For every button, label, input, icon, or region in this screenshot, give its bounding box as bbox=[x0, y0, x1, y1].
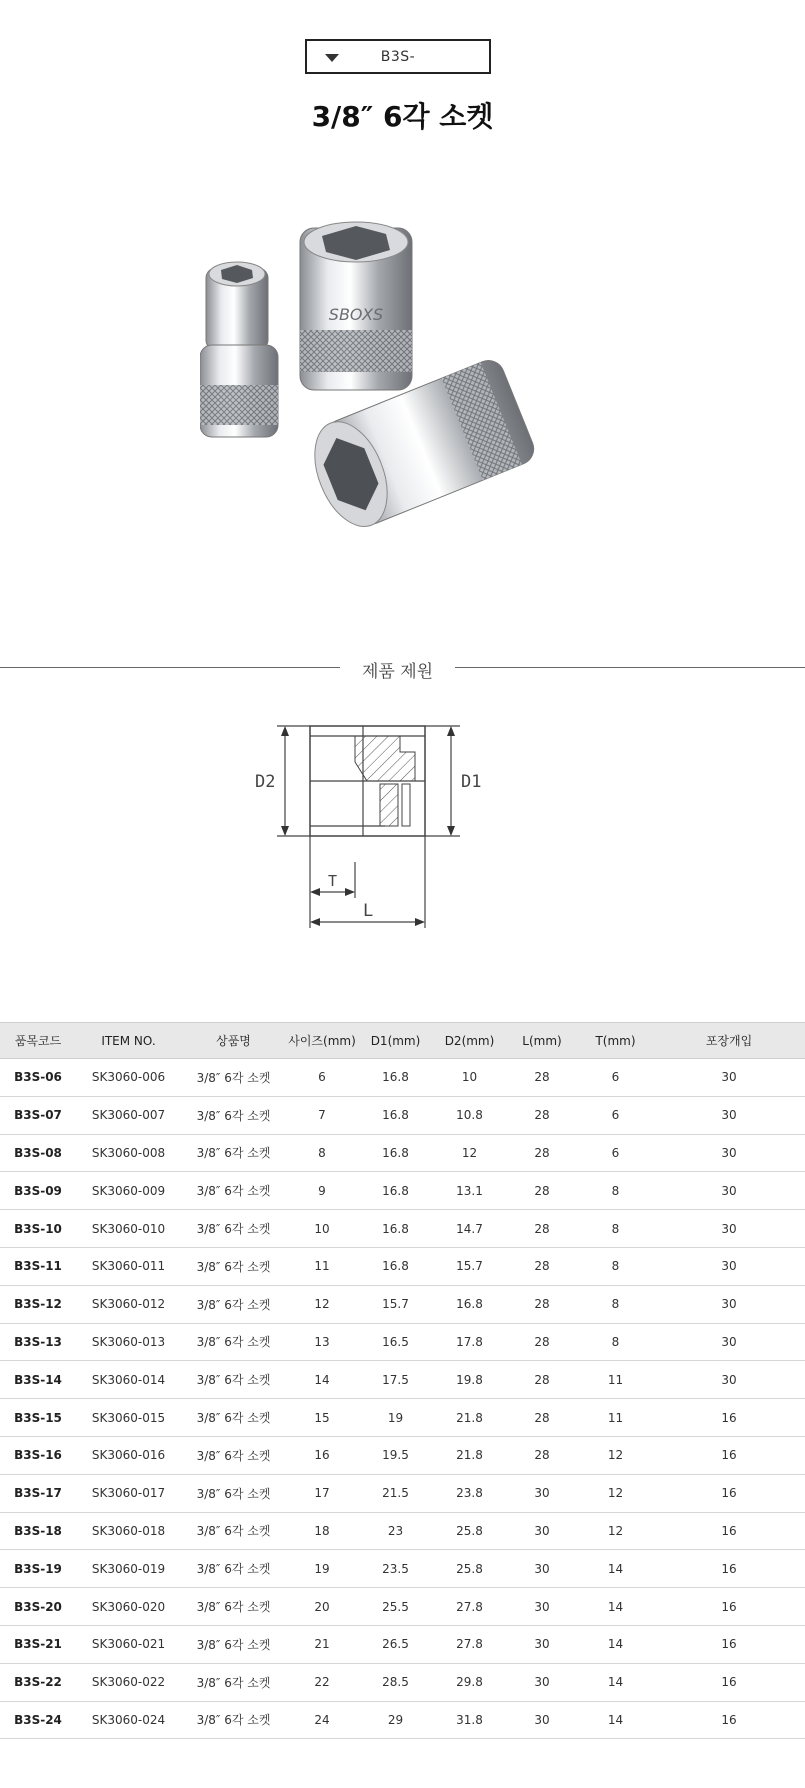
table-cell: 28 bbox=[506, 1436, 578, 1474]
table-cell: 27.8 bbox=[433, 1588, 506, 1626]
table-cell: 23 bbox=[358, 1512, 433, 1550]
table-cell: 6 bbox=[578, 1134, 653, 1172]
table-cell: 19.8 bbox=[433, 1361, 506, 1399]
table-cell: 22 bbox=[286, 1663, 358, 1701]
item-code-cell: B3S-22 bbox=[0, 1663, 76, 1701]
table-cell: 16.8 bbox=[433, 1285, 506, 1323]
table-cell: 3/8″ 6각 소켓 bbox=[181, 1323, 286, 1361]
table-cell: SK3060-016 bbox=[76, 1436, 181, 1474]
column-header: 사이즈(mm) bbox=[286, 1023, 358, 1059]
table-cell: SK3060-020 bbox=[76, 1588, 181, 1626]
table-cell: 28.5 bbox=[358, 1663, 433, 1701]
table-cell: 30 bbox=[653, 1323, 805, 1361]
table-cell: 23.5 bbox=[358, 1550, 433, 1588]
table-cell: 17.5 bbox=[358, 1361, 433, 1399]
table-row bbox=[0, 1361, 805, 1399]
table-cell: 28 bbox=[506, 1285, 578, 1323]
table-cell: 11 bbox=[286, 1247, 358, 1285]
table-cell: 12 bbox=[578, 1436, 653, 1474]
divider-left bbox=[0, 667, 340, 668]
table-cell: 16 bbox=[286, 1436, 358, 1474]
table-cell: 30 bbox=[653, 1210, 805, 1248]
item-code-cell: B3S-11 bbox=[0, 1247, 76, 1285]
table-cell: 21.8 bbox=[433, 1399, 506, 1437]
item-code-cell: B3S-07 bbox=[0, 1096, 76, 1134]
table-cell: 14 bbox=[578, 1701, 653, 1739]
table-cell: SK3060-007 bbox=[76, 1096, 181, 1134]
column-header: D2(mm) bbox=[433, 1023, 506, 1059]
table-cell: 8 bbox=[578, 1172, 653, 1210]
column-header: L(mm) bbox=[506, 1023, 578, 1059]
product-photo bbox=[200, 220, 600, 580]
table-cell: 23.8 bbox=[433, 1474, 506, 1512]
table-cell: 16 bbox=[653, 1663, 805, 1701]
table-cell: 24 bbox=[286, 1701, 358, 1739]
table-cell: 16 bbox=[653, 1588, 805, 1626]
table-cell: SK3060-017 bbox=[76, 1474, 181, 1512]
table-cell: 8 bbox=[286, 1134, 358, 1172]
table-cell: 15.7 bbox=[358, 1285, 433, 1323]
item-code-cell: B3S-17 bbox=[0, 1474, 76, 1512]
table-cell: 30 bbox=[653, 1285, 805, 1323]
table-cell: 28 bbox=[506, 1059, 578, 1097]
table-cell: 30 bbox=[506, 1588, 578, 1626]
table-cell: 12 bbox=[578, 1512, 653, 1550]
label-d1: D1 bbox=[461, 772, 482, 792]
table-cell: 3/8″ 6각 소켓 bbox=[181, 1285, 286, 1323]
table-cell: 16 bbox=[653, 1474, 805, 1512]
table-cell: 16 bbox=[653, 1399, 805, 1437]
table-cell: SK3060-011 bbox=[76, 1247, 181, 1285]
table-cell: SK3060-009 bbox=[76, 1172, 181, 1210]
table-cell: 6 bbox=[578, 1096, 653, 1134]
table-row bbox=[0, 1436, 805, 1474]
table-row bbox=[0, 1059, 805, 1097]
table-cell: 3/8″ 6각 소켓 bbox=[181, 1361, 286, 1399]
item-code-cell: B3S-06 bbox=[0, 1059, 76, 1097]
table-cell: 25.8 bbox=[433, 1512, 506, 1550]
item-code-cell: B3S-09 bbox=[0, 1172, 76, 1210]
table-cell: 30 bbox=[653, 1134, 805, 1172]
table-cell: 30 bbox=[653, 1096, 805, 1134]
table-cell: 21.5 bbox=[358, 1474, 433, 1512]
table-cell: 27.8 bbox=[433, 1625, 506, 1663]
table-row bbox=[0, 1210, 805, 1248]
item-code-cell: B3S-16 bbox=[0, 1436, 76, 1474]
table-cell: SK3060-012 bbox=[76, 1285, 181, 1323]
section-title: 제품 제원 bbox=[361, 662, 434, 682]
table-cell: 3/8″ 6각 소켓 bbox=[181, 1436, 286, 1474]
table-cell: 28 bbox=[506, 1247, 578, 1285]
socket-small bbox=[200, 262, 278, 437]
table-row bbox=[0, 1172, 805, 1210]
table-cell: 17.8 bbox=[433, 1323, 506, 1361]
table-cell: 29.8 bbox=[433, 1663, 506, 1701]
table-cell: 16.8 bbox=[358, 1172, 433, 1210]
table-cell: 18 bbox=[286, 1512, 358, 1550]
product-code-select[interactable] bbox=[305, 39, 491, 74]
table-cell: SK3060-019 bbox=[76, 1550, 181, 1588]
label-t: T bbox=[328, 872, 338, 890]
table-cell: 8 bbox=[578, 1323, 653, 1361]
table-cell: 15.7 bbox=[433, 1247, 506, 1285]
table-cell: SK3060-010 bbox=[76, 1210, 181, 1248]
table-cell: SK3060-014 bbox=[76, 1361, 181, 1399]
table-cell: 14 bbox=[578, 1663, 653, 1701]
item-code-cell: B3S-12 bbox=[0, 1285, 76, 1323]
table-cell: 30 bbox=[506, 1663, 578, 1701]
table-cell: 16 bbox=[653, 1701, 805, 1739]
table-cell: 14 bbox=[286, 1361, 358, 1399]
table-cell: 19 bbox=[286, 1550, 358, 1588]
item-code-cell: B3S-13 bbox=[0, 1323, 76, 1361]
table-cell: 3/8″ 6각 소켓 bbox=[181, 1663, 286, 1701]
table-cell: 19.5 bbox=[358, 1436, 433, 1474]
item-code-cell: B3S-24 bbox=[0, 1701, 76, 1739]
table-row bbox=[0, 1096, 805, 1134]
table-cell: SK3060-006 bbox=[76, 1059, 181, 1097]
table-row bbox=[0, 1247, 805, 1285]
table-cell: 16.8 bbox=[358, 1059, 433, 1097]
table-cell: SK3060-018 bbox=[76, 1512, 181, 1550]
table-cell: 30 bbox=[653, 1172, 805, 1210]
table-cell: 28 bbox=[506, 1210, 578, 1248]
table-cell: 11 bbox=[578, 1361, 653, 1399]
table-cell: 28 bbox=[506, 1323, 578, 1361]
table-cell: 16.8 bbox=[358, 1134, 433, 1172]
table-cell: 12 bbox=[578, 1474, 653, 1512]
table-cell: 13 bbox=[286, 1323, 358, 1361]
table-cell: 3/8″ 6각 소켓 bbox=[181, 1550, 286, 1588]
table-cell: 12 bbox=[286, 1285, 358, 1323]
table-cell: 3/8″ 6각 소켓 bbox=[181, 1059, 286, 1097]
table-cell: 25.8 bbox=[433, 1550, 506, 1588]
table-cell: 20 bbox=[286, 1588, 358, 1626]
table-cell: 3/8″ 6각 소켓 bbox=[181, 1096, 286, 1134]
table-cell: 16.8 bbox=[358, 1210, 433, 1248]
table-row bbox=[0, 1663, 805, 1701]
table-header-row bbox=[0, 1023, 805, 1059]
item-code-cell: B3S-08 bbox=[0, 1134, 76, 1172]
column-header: ITEM NO. bbox=[76, 1023, 181, 1059]
column-header: 포장개입 bbox=[653, 1023, 805, 1059]
table-row bbox=[0, 1625, 805, 1663]
table-cell: SK3060-024 bbox=[76, 1701, 181, 1739]
table-cell: 3/8″ 6각 소켓 bbox=[181, 1474, 286, 1512]
table-row bbox=[0, 1285, 805, 1323]
table-cell: 30 bbox=[653, 1361, 805, 1399]
table-cell: 26.5 bbox=[358, 1625, 433, 1663]
table-cell: 3/8″ 6각 소켓 bbox=[181, 1134, 286, 1172]
table-cell: 10 bbox=[286, 1210, 358, 1248]
table-cell: 30 bbox=[653, 1059, 805, 1097]
table-cell: 13.1 bbox=[433, 1172, 506, 1210]
table-cell: 3/8″ 6각 소켓 bbox=[181, 1701, 286, 1739]
table-cell: 28 bbox=[506, 1399, 578, 1437]
table-cell: 29 bbox=[358, 1701, 433, 1739]
table-cell: 16.8 bbox=[358, 1096, 433, 1134]
table-cell: 14 bbox=[578, 1625, 653, 1663]
label-l: L bbox=[363, 901, 374, 921]
table-cell: 10 bbox=[433, 1059, 506, 1097]
table-row bbox=[0, 1474, 805, 1512]
item-code-cell: B3S-19 bbox=[0, 1550, 76, 1588]
table-cell: 9 bbox=[286, 1172, 358, 1210]
table-cell: 30 bbox=[506, 1701, 578, 1739]
divider-right bbox=[455, 667, 805, 668]
table-cell: 15 bbox=[286, 1399, 358, 1437]
table-cell: 16.5 bbox=[358, 1323, 433, 1361]
table-row bbox=[0, 1512, 805, 1550]
table-cell: 3/8″ 6각 소켓 bbox=[181, 1210, 286, 1248]
table-cell: 16 bbox=[653, 1625, 805, 1663]
page-title: 3/8″ 6각 소켓 bbox=[311, 100, 494, 133]
product-code-value: B3S- bbox=[380, 49, 416, 65]
column-header: 품목코드 bbox=[0, 1023, 76, 1059]
table-cell: 25.5 bbox=[358, 1588, 433, 1626]
table-cell: 8 bbox=[578, 1247, 653, 1285]
item-code-cell: B3S-10 bbox=[0, 1210, 76, 1248]
table-cell: 3/8″ 6각 소켓 bbox=[181, 1512, 286, 1550]
table-row bbox=[0, 1701, 805, 1739]
table-cell: SK3060-021 bbox=[76, 1625, 181, 1663]
table-cell: 16 bbox=[653, 1550, 805, 1588]
item-code-cell: B3S-21 bbox=[0, 1625, 76, 1663]
table-cell: 10.8 bbox=[433, 1096, 506, 1134]
table-row bbox=[0, 1550, 805, 1588]
table-cell: 3/8″ 6각 소켓 bbox=[181, 1172, 286, 1210]
socket-large bbox=[300, 222, 412, 390]
table-cell: 17 bbox=[286, 1474, 358, 1512]
item-code-cell: B3S-14 bbox=[0, 1361, 76, 1399]
table-cell: 28 bbox=[506, 1172, 578, 1210]
item-code-cell: B3S-18 bbox=[0, 1512, 76, 1550]
table-cell: 30 bbox=[506, 1550, 578, 1588]
table-cell: 14.7 bbox=[433, 1210, 506, 1248]
table-cell: 16 bbox=[653, 1436, 805, 1474]
spec-table bbox=[0, 1022, 805, 1739]
table-cell: 7 bbox=[286, 1096, 358, 1134]
table-cell: 6 bbox=[578, 1059, 653, 1097]
table-cell: SK3060-022 bbox=[76, 1663, 181, 1701]
dimension-diagram bbox=[255, 722, 535, 962]
table-cell: 28 bbox=[506, 1096, 578, 1134]
table-row bbox=[0, 1399, 805, 1437]
item-code-cell: B3S-15 bbox=[0, 1399, 76, 1437]
table-cell: 21 bbox=[286, 1625, 358, 1663]
table-cell: 3/8″ 6각 소켓 bbox=[181, 1399, 286, 1437]
label-d2: D2 bbox=[255, 772, 276, 792]
item-code-cell: B3S-20 bbox=[0, 1588, 76, 1626]
table-cell: 30 bbox=[506, 1512, 578, 1550]
table-cell: 28 bbox=[506, 1361, 578, 1399]
table-cell: 3/8″ 6각 소켓 bbox=[181, 1625, 286, 1663]
table-cell: 12 bbox=[433, 1134, 506, 1172]
column-header: T(mm) bbox=[578, 1023, 653, 1059]
table-cell: 16.8 bbox=[358, 1247, 433, 1285]
column-header: 상품명 bbox=[181, 1023, 286, 1059]
table-cell: 3/8″ 6각 소켓 bbox=[181, 1247, 286, 1285]
table-cell: 14 bbox=[578, 1588, 653, 1626]
table-cell: SK3060-008 bbox=[76, 1134, 181, 1172]
table-cell: 6 bbox=[286, 1059, 358, 1097]
table-row bbox=[0, 1588, 805, 1626]
table-cell: 8 bbox=[578, 1285, 653, 1323]
column-header: D1(mm) bbox=[358, 1023, 433, 1059]
table-cell: SK3060-013 bbox=[76, 1323, 181, 1361]
table-cell: 28 bbox=[506, 1134, 578, 1172]
table-row bbox=[0, 1323, 805, 1361]
table-cell: 19 bbox=[358, 1399, 433, 1437]
table-row bbox=[0, 1134, 805, 1172]
table-cell: 8 bbox=[578, 1210, 653, 1248]
table-cell: 30 bbox=[506, 1474, 578, 1512]
table-cell: 31.8 bbox=[433, 1701, 506, 1739]
table-cell: 3/8″ 6각 소켓 bbox=[181, 1588, 286, 1626]
table-cell: 21.8 bbox=[433, 1436, 506, 1474]
table-cell: 16 bbox=[653, 1512, 805, 1550]
brand-engraving: SBOXS bbox=[328, 305, 384, 324]
table-cell: SK3060-015 bbox=[76, 1399, 181, 1437]
table-cell: 30 bbox=[653, 1247, 805, 1285]
table-cell: 14 bbox=[578, 1550, 653, 1588]
table-cell: 30 bbox=[506, 1625, 578, 1663]
table-cell: 11 bbox=[578, 1399, 653, 1437]
